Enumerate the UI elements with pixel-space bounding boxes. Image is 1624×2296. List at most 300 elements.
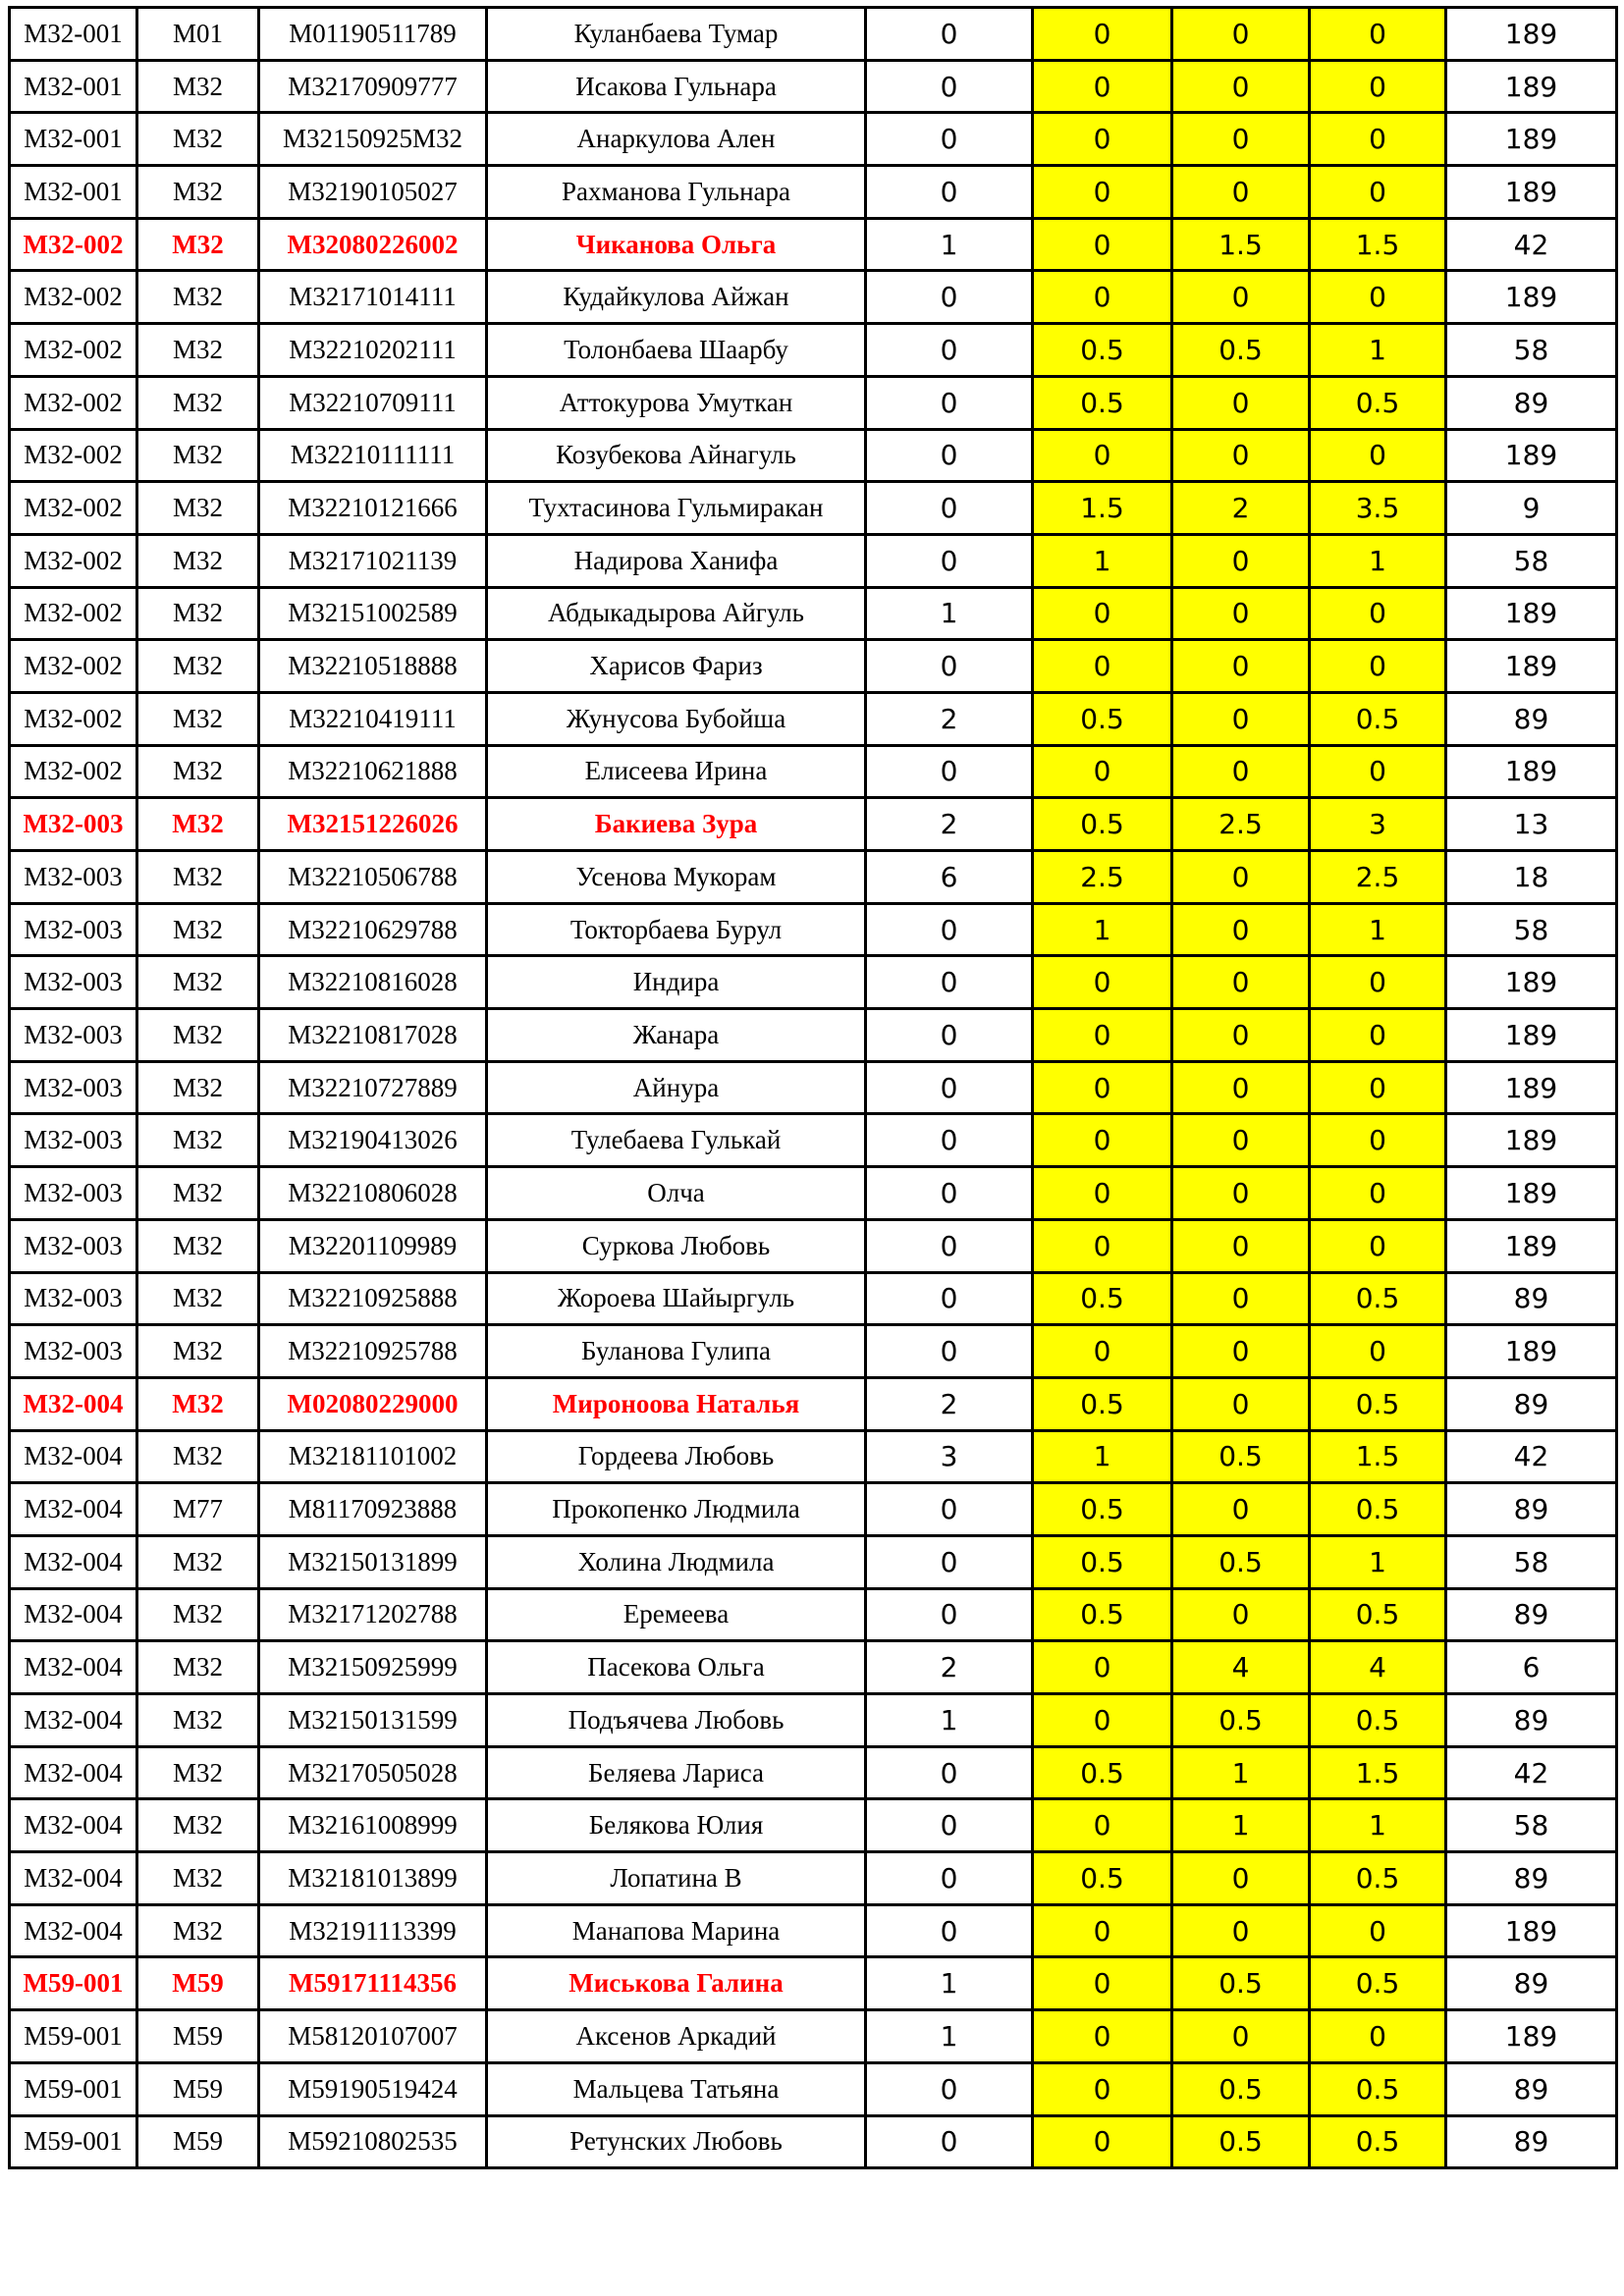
cell-col-2: 0: [1033, 113, 1172, 166]
cell-rank: 58: [1446, 534, 1617, 587]
cell-region: М32: [137, 1061, 259, 1114]
cell-col-4: 0: [1310, 429, 1446, 482]
cell-rank: 189: [1446, 640, 1617, 693]
cell-col-4: 0: [1310, 1904, 1446, 1957]
cell-col-1: 0: [866, 8, 1033, 61]
cell-col-1: 0: [866, 1588, 1033, 1641]
cell-group-code: М32-003: [10, 1061, 137, 1114]
cell-group-code: М32-001: [10, 60, 137, 113]
cell-col-4: 0: [1310, 640, 1446, 693]
cell-col-2: 0: [1033, 271, 1172, 324]
cell-region: М32: [137, 218, 259, 271]
cell-col-3: 0: [1172, 271, 1310, 324]
cell-member-id: М32210121666: [259, 482, 487, 535]
cell-col-4: 0: [1310, 271, 1446, 324]
cell-col-2: 0: [1033, 218, 1172, 271]
cell-member-id: М81170923888: [259, 1483, 487, 1536]
cell-col-2: 0.5: [1033, 1377, 1172, 1430]
cell-rank: 189: [1446, 1219, 1617, 1272]
cell-region: М59: [137, 2010, 259, 2063]
cell-member-id: М32210817028: [259, 1009, 487, 1062]
cell-region: М32: [137, 1694, 259, 1747]
table-row: [10, 851, 1617, 904]
table-row: [10, 1852, 1617, 1905]
cell-col-1: 0: [866, 1535, 1033, 1588]
cell-member-name: Ретунских Любовь: [487, 2115, 866, 2168]
cell-member-id: М32171202788: [259, 1588, 487, 1641]
cell-col-3: 0: [1172, 1272, 1310, 1325]
cell-col-1: 0: [866, 1009, 1033, 1062]
cell-col-2: 0.5: [1033, 1588, 1172, 1641]
cell-col-1: 0: [866, 745, 1033, 798]
cell-member-name: Суркова Любовь: [487, 1219, 866, 1272]
results-table: [8, 6, 1618, 2169]
cell-col-4: 1: [1310, 1799, 1446, 1852]
cell-region: М32: [137, 798, 259, 851]
cell-col-4: 0.5: [1310, 692, 1446, 745]
cell-col-4: 0: [1310, 166, 1446, 219]
cell-region: М32: [137, 1904, 259, 1957]
table-row: [10, 1325, 1617, 1378]
cell-col-4: 2.5: [1310, 851, 1446, 904]
cell-member-id: М32210202111: [259, 324, 487, 377]
table-row: [10, 2062, 1617, 2115]
cell-col-4: 0.5: [1310, 1694, 1446, 1747]
cell-col-4: 0: [1310, 8, 1446, 61]
cell-rank: 89: [1446, 1588, 1617, 1641]
cell-col-1: 0: [866, 482, 1033, 535]
cell-col-2: 1: [1033, 903, 1172, 956]
cell-member-id: М32210709111: [259, 376, 487, 429]
cell-member-id: М32210925888: [259, 1272, 487, 1325]
cell-col-3: 0.5: [1172, 2115, 1310, 2168]
cell-region: М32: [137, 1114, 259, 1167]
cell-rank: 189: [1446, 1009, 1617, 1062]
table-row: [10, 271, 1617, 324]
cell-group-code: М32-004: [10, 1430, 137, 1483]
cell-col-3: 0: [1172, 956, 1310, 1009]
cell-member-id: М32190105027: [259, 166, 487, 219]
cell-member-id: М32210419111: [259, 692, 487, 745]
cell-col-3: 0: [1172, 1588, 1310, 1641]
cell-col-4: 3: [1310, 798, 1446, 851]
cell-col-3: 0.5: [1172, 2062, 1310, 2115]
table-row: [10, 482, 1617, 535]
cell-member-name: Аттокурова Умуткан: [487, 376, 866, 429]
table-body: [10, 8, 1617, 2168]
table-row: [10, 956, 1617, 1009]
cell-member-name: Елисеева Ирина: [487, 745, 866, 798]
cell-group-code: М32-004: [10, 1377, 137, 1430]
cell-col-2: 0: [1033, 1114, 1172, 1167]
cell-member-name: Анаркулова Ален: [487, 113, 866, 166]
table-row: [10, 745, 1617, 798]
cell-rank: 189: [1446, 271, 1617, 324]
cell-member-name: Исакова Гульнара: [487, 60, 866, 113]
cell-col-3: 0: [1172, 587, 1310, 640]
cell-col-3: 0: [1172, 1377, 1310, 1430]
cell-group-code: М32-002: [10, 745, 137, 798]
cell-group-code: М32-002: [10, 429, 137, 482]
cell-col-3: 4: [1172, 1641, 1310, 1694]
cell-rank: 189: [1446, 1061, 1617, 1114]
cell-region: М32: [137, 1799, 259, 1852]
table-row: [10, 166, 1617, 219]
cell-col-1: 0: [866, 2115, 1033, 2168]
cell-region: М32: [137, 1588, 259, 1641]
cell-member-name: Мальцева Татьяна: [487, 2062, 866, 2115]
cell-col-3: 0: [1172, 1852, 1310, 1905]
cell-col-4: 3.5: [1310, 482, 1446, 535]
cell-col-3: 0: [1172, 1167, 1310, 1220]
cell-rank: 189: [1446, 956, 1617, 1009]
cell-col-1: 0: [866, 1167, 1033, 1220]
cell-member-name: Подъячева Любовь: [487, 1694, 866, 1747]
cell-member-id: М32210925788: [259, 1325, 487, 1378]
cell-member-id: М59210802535: [259, 2115, 487, 2168]
cell-col-3: 0: [1172, 166, 1310, 219]
cell-member-id: М32150131899: [259, 1535, 487, 1588]
cell-col-2: 2.5: [1033, 851, 1172, 904]
cell-member-id: М32181101002: [259, 1430, 487, 1483]
cell-group-code: М59-001: [10, 2010, 137, 2063]
cell-col-2: 0: [1033, 429, 1172, 482]
cell-col-1: 0: [866, 324, 1033, 377]
cell-col-1: 0: [866, 1746, 1033, 1799]
cell-rank: 189: [1446, 1114, 1617, 1167]
cell-group-code: М32-004: [10, 1852, 137, 1905]
cell-col-2: 0.5: [1033, 798, 1172, 851]
cell-rank: 42: [1446, 218, 1617, 271]
cell-col-3: 0: [1172, 2010, 1310, 2063]
cell-member-name: Чиканова Ольга: [487, 218, 866, 271]
cell-col-1: 0: [866, 1325, 1033, 1378]
cell-rank: 6: [1446, 1641, 1617, 1694]
table-row: [10, 903, 1617, 956]
cell-col-3: 0: [1172, 8, 1310, 61]
cell-member-id: М32210621888: [259, 745, 487, 798]
cell-col-3: 0: [1172, 745, 1310, 798]
cell-rank: 89: [1446, 692, 1617, 745]
cell-rank: 189: [1446, 1167, 1617, 1220]
cell-member-name: Прокопенко Людмила: [487, 1483, 866, 1536]
cell-col-2: 0: [1033, 640, 1172, 693]
cell-col-1: 0: [866, 429, 1033, 482]
cell-region: М32: [137, 692, 259, 745]
cell-group-code: М32-002: [10, 587, 137, 640]
cell-col-3: 0: [1172, 376, 1310, 429]
cell-region: М32: [137, 745, 259, 798]
cell-col-2: 0: [1033, 1799, 1172, 1852]
cell-group-code: М32-004: [10, 1746, 137, 1799]
cell-rank: 58: [1446, 1535, 1617, 1588]
cell-region: М59: [137, 2115, 259, 2168]
cell-group-code: М59-001: [10, 2115, 137, 2168]
cell-group-code: М32-002: [10, 218, 137, 271]
cell-col-4: 1: [1310, 324, 1446, 377]
table-row: [10, 113, 1617, 166]
cell-col-1: 0: [866, 1483, 1033, 1536]
cell-region: М32: [137, 1325, 259, 1378]
cell-group-code: М32-001: [10, 8, 137, 61]
table-row: [10, 1483, 1617, 1536]
cell-member-name: Куланбаева Тумар: [487, 8, 866, 61]
cell-region: М32: [137, 324, 259, 377]
table-row: [10, 1746, 1617, 1799]
cell-member-name: Манапова Марина: [487, 1904, 866, 1957]
cell-member-id: М32210629788: [259, 903, 487, 956]
cell-col-1: 1: [866, 1694, 1033, 1747]
cell-col-4: 0: [1310, 1325, 1446, 1378]
cell-col-2: 0: [1033, 2062, 1172, 2115]
cell-rank: 189: [1446, 1325, 1617, 1378]
cell-region: М32: [137, 60, 259, 113]
cell-member-id: М32210111111: [259, 429, 487, 482]
table-row: [10, 2010, 1617, 2063]
cell-rank: 18: [1446, 851, 1617, 904]
cell-region: М32: [137, 534, 259, 587]
cell-member-name: Лопатина В: [487, 1852, 866, 1905]
cell-member-id: М32190413026: [259, 1114, 487, 1167]
cell-group-code: М32-004: [10, 1799, 137, 1852]
cell-col-1: 2: [866, 1377, 1033, 1430]
cell-col-1: 0: [866, 2062, 1033, 2115]
cell-member-id: М32210816028: [259, 956, 487, 1009]
cell-member-name: Козубекова Айнагуль: [487, 429, 866, 482]
table-row: [10, 429, 1617, 482]
cell-col-2: 0: [1033, 2010, 1172, 2063]
cell-member-name: Индира: [487, 956, 866, 1009]
cell-rank: 89: [1446, 1694, 1617, 1747]
cell-col-4: 0.5: [1310, 1272, 1446, 1325]
table-row: [10, 640, 1617, 693]
cell-col-2: 0: [1033, 1009, 1172, 1062]
cell-group-code: М32-002: [10, 376, 137, 429]
cell-rank: 189: [1446, 745, 1617, 798]
cell-group-code: М32-002: [10, 534, 137, 587]
cell-member-id: М32161008999: [259, 1799, 487, 1852]
cell-region: М32: [137, 640, 259, 693]
cell-col-4: 0.5: [1310, 1957, 1446, 2010]
cell-col-2: 0.5: [1033, 1483, 1172, 1536]
cell-col-4: 0: [1310, 1167, 1446, 1220]
cell-group-code: М32-004: [10, 1588, 137, 1641]
table-row: [10, 1641, 1617, 1694]
cell-rank: 89: [1446, 1272, 1617, 1325]
cell-col-3: 0: [1172, 1219, 1310, 1272]
cell-group-code: М32-004: [10, 1535, 137, 1588]
cell-col-3: 0: [1172, 640, 1310, 693]
cell-col-1: 0: [866, 376, 1033, 429]
cell-col-4: 0.5: [1310, 1377, 1446, 1430]
table-row: [10, 1904, 1617, 1957]
cell-col-4: 0: [1310, 956, 1446, 1009]
cell-member-name: Токторбаева Бурул: [487, 903, 866, 956]
cell-member-name: Мироноова Наталья: [487, 1377, 866, 1430]
cell-col-2: 0: [1033, 8, 1172, 61]
cell-member-id: М32170505028: [259, 1746, 487, 1799]
cell-member-name: Усенова Мукорам: [487, 851, 866, 904]
cell-region: М77: [137, 1483, 259, 1536]
cell-member-name: Жороева Шайыргуль: [487, 1272, 866, 1325]
cell-col-3: 0: [1172, 1904, 1310, 1957]
cell-member-name: Абдыкадырова Айгуль: [487, 587, 866, 640]
cell-rank: 89: [1446, 2062, 1617, 2115]
cell-member-id: М32201109989: [259, 1219, 487, 1272]
cell-group-code: М32-002: [10, 271, 137, 324]
cell-col-1: 0: [866, 1799, 1033, 1852]
cell-member-name: Толонбаева Шаарбу: [487, 324, 866, 377]
cell-rank: 42: [1446, 1430, 1617, 1483]
cell-col-2: 0: [1033, 587, 1172, 640]
table-row: [10, 2115, 1617, 2168]
cell-group-code: М32-004: [10, 1694, 137, 1747]
table-row: [10, 1219, 1617, 1272]
cell-rank: 42: [1446, 1746, 1617, 1799]
cell-group-code: М32-002: [10, 482, 137, 535]
cell-rank: 89: [1446, 1483, 1617, 1536]
cell-member-name: Тухтасинова Гульмиракан: [487, 482, 866, 535]
cell-col-1: 1: [866, 218, 1033, 271]
cell-group-code: М32-003: [10, 1167, 137, 1220]
cell-member-id: М32170909777: [259, 60, 487, 113]
cell-col-2: 0: [1033, 60, 1172, 113]
cell-group-code: М32-003: [10, 1219, 137, 1272]
cell-col-3: 0: [1172, 113, 1310, 166]
cell-col-2: 1: [1033, 1430, 1172, 1483]
cell-col-4: 0.5: [1310, 2062, 1446, 2115]
cell-member-name: Харисов Фариз: [487, 640, 866, 693]
table-row: [10, 60, 1617, 113]
cell-col-3: 2.5: [1172, 798, 1310, 851]
cell-rank: 89: [1446, 1852, 1617, 1905]
table-row: [10, 1430, 1617, 1483]
cell-member-id: М32150925999: [259, 1641, 487, 1694]
cell-member-name: Аксенов Аркадий: [487, 2010, 866, 2063]
cell-col-3: 1.5: [1172, 218, 1310, 271]
cell-rank: 189: [1446, 166, 1617, 219]
cell-col-2: 1.5: [1033, 482, 1172, 535]
cell-member-name: Еремеева: [487, 1588, 866, 1641]
cell-rank: 189: [1446, 587, 1617, 640]
table-row: [10, 8, 1617, 61]
table-row-leader: [10, 218, 1617, 271]
cell-member-id: М32080226002: [259, 218, 487, 271]
cell-col-1: 0: [866, 166, 1033, 219]
cell-col-1: 2: [866, 798, 1033, 851]
cell-col-1: 0: [866, 113, 1033, 166]
cell-col-2: 0: [1033, 745, 1172, 798]
cell-member-id: М02080229000: [259, 1377, 487, 1430]
cell-col-3: 0.5: [1172, 324, 1310, 377]
cell-member-id: М32191113399: [259, 1904, 487, 1957]
cell-col-3: 2: [1172, 482, 1310, 535]
cell-region: М32: [137, 1430, 259, 1483]
cell-col-2: 0: [1033, 1641, 1172, 1694]
cell-col-3: 0: [1172, 429, 1310, 482]
cell-region: М32: [137, 1535, 259, 1588]
cell-member-name: Беляева Лариса: [487, 1746, 866, 1799]
cell-col-2: 0.5: [1033, 324, 1172, 377]
cell-group-code: М32-004: [10, 1904, 137, 1957]
cell-rank: 13: [1446, 798, 1617, 851]
cell-col-1: 0: [866, 903, 1033, 956]
cell-region: М32: [137, 1167, 259, 1220]
cell-rank: 189: [1446, 113, 1617, 166]
cell-region: М32: [137, 1746, 259, 1799]
cell-group-code: М32-001: [10, 166, 137, 219]
cell-rank: 89: [1446, 2115, 1617, 2168]
cell-col-4: 0: [1310, 1114, 1446, 1167]
cell-col-1: 1: [866, 2010, 1033, 2063]
cell-member-name: Пасекова Ольга: [487, 1641, 866, 1694]
cell-col-2: 0: [1033, 1904, 1172, 1957]
cell-col-1: 0: [866, 1904, 1033, 1957]
cell-col-1: 0: [866, 60, 1033, 113]
cell-region: М32: [137, 587, 259, 640]
cell-member-name: Айнура: [487, 1061, 866, 1114]
cell-col-4: 1: [1310, 903, 1446, 956]
cell-group-code: М32-004: [10, 1641, 137, 1694]
cell-col-1: 1: [866, 1957, 1033, 2010]
cell-col-4: 1.5: [1310, 218, 1446, 271]
cell-col-1: 0: [866, 1061, 1033, 1114]
cell-group-code: М32-004: [10, 1483, 137, 1536]
cell-region: М32: [137, 956, 259, 1009]
cell-region: М32: [137, 376, 259, 429]
cell-member-name: Надирова Ханифа: [487, 534, 866, 587]
table-row: [10, 1272, 1617, 1325]
cell-member-name: Бакиева Зура: [487, 798, 866, 851]
cell-col-2: 1: [1033, 534, 1172, 587]
cell-group-code: М32-001: [10, 113, 137, 166]
cell-rank: 89: [1446, 376, 1617, 429]
cell-col-4: 1.5: [1310, 1430, 1446, 1483]
cell-region: М32: [137, 482, 259, 535]
cell-rank: 58: [1446, 1799, 1617, 1852]
cell-col-2: 0: [1033, 1219, 1172, 1272]
cell-group-code: М32-002: [10, 640, 137, 693]
cell-col-1: 0: [866, 1272, 1033, 1325]
cell-col-1: 6: [866, 851, 1033, 904]
cell-member-name: Жунусова Бубойша: [487, 692, 866, 745]
cell-member-name: Кудайкулова Айжан: [487, 271, 866, 324]
cell-col-4: 0.5: [1310, 2115, 1446, 2168]
cell-col-2: 0.5: [1033, 1852, 1172, 1905]
cell-member-id: М32171021139: [259, 534, 487, 587]
cell-col-3: 0: [1172, 60, 1310, 113]
cell-col-3: 1: [1172, 1746, 1310, 1799]
cell-col-2: 0: [1033, 1325, 1172, 1378]
cell-member-id: М32150131599: [259, 1694, 487, 1747]
cell-col-1: 3: [866, 1430, 1033, 1483]
cell-member-name: Тулебаева Гулькай: [487, 1114, 866, 1167]
cell-col-3: 0: [1172, 534, 1310, 587]
cell-group-code: М59-001: [10, 2062, 137, 2115]
cell-member-id: М32181013899: [259, 1852, 487, 1905]
cell-col-2: 0: [1033, 1957, 1172, 2010]
cell-col-3: 0: [1172, 1009, 1310, 1062]
cell-col-1: 2: [866, 692, 1033, 745]
cell-col-4: 0.5: [1310, 376, 1446, 429]
cell-region: М32: [137, 851, 259, 904]
cell-col-2: 0: [1033, 956, 1172, 1009]
cell-region: М32: [137, 113, 259, 166]
table-row-leader: [10, 798, 1617, 851]
cell-member-id: М32210506788: [259, 851, 487, 904]
cell-region: М01: [137, 8, 259, 61]
cell-member-id: М32151002589: [259, 587, 487, 640]
